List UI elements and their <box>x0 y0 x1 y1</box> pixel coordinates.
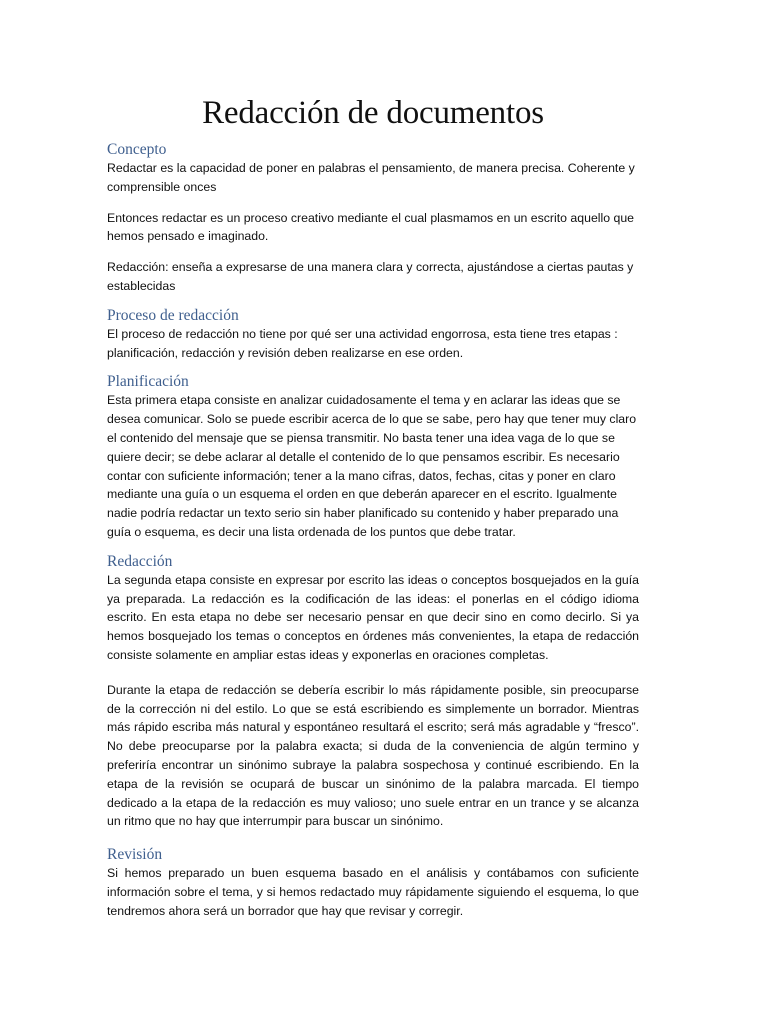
paragraph: Redactar es la capacidad de poner en palabras el pensamiento, de manera precisa. Coherente y comprensible onces <box>107 161 635 194</box>
paragraph: Durante la etapa de redacción se debería escribir lo más rápidamente posible, sin preocuparse de la corrección ni del estilo. Lo que se está escribiendo es simplemente un borrador. Mientras más rápido escriba más natural y espontáneo resultará el escrito; será más agradable y “fresco”. No debe preocuparse por la palabra exacta; si duda de la conveniencia de algún termino y preferiría encontrar un sinónimo subraye la palabra sospechosa y continué escribiendo. En la etapa de la revisión se ocupará de buscar un sinónimo de la palabra marcada. El tiempo dedicado a la etapa de la redacción es muy valioso; uno suele entrar en un trance y se alcanza un ritmo que no hay que interrumpir para buscar un sinónimo. <box>107 682 639 829</box>
section-revision <box>107 845 639 920</box>
section-heading-planificacion: Planificación <box>107 373 189 391</box>
section-heading-proceso: Proceso de redacción <box>107 306 239 324</box>
paragraph: El proceso de redacción no tiene por qué ser una actividad engorrosa, esta tiene tres etapas : planificación, redacción y revisión deben realizarse en ese orden. <box>107 326 618 360</box>
paragraph: Esta primera etapa consiste en analizar cuidadosamente el tema y en aclarar las ideas que se desea comunicar. Solo se puede escribir acerca de lo que se sabe, pero hay que tener muy claro el contenido del mensaje que se piensa transmitir. No basta tener una idea vaga de lo que se quiere decir; se debe aclarar al detalle el contenido de lo que pensamos escribir. Es necesario contar con suficiente información; tener a la mano cifras, datos, fechas, citas y poner en claro mediante una guía o un esquema el orden en que deberán aparecer en el escrito. Igualmente nadie podría redactar un texto serio sin haber planificado su contenido y haber preparado una guía o esquema, es decir una lista ordenada de los puntos que debe tratar. <box>107 393 637 539</box>
section-heading-concepto: Concepto <box>107 141 167 158</box>
paragraph: Entonces redactar es un proceso creativo mediante el cual plasmamos en un escrito aquello que hemos pensado e imaginado. <box>107 210 635 244</box>
document-page <box>107 92 639 921</box>
section-concepto <box>107 140 639 296</box>
paragraph: Redacción: enseña a expresarse de una manera clara y correcta, ajustándose a ciertas pautas y establecidas <box>107 260 634 293</box>
paragraph: Si hemos preparado un buen esquema basado en el análisis y contábamos con suficiente información sobre el tema, y si hemos redactado muy rápidamente siguiendo el esquema, lo que tendremos ahora será un borrador que hay que revisar y corregir. <box>107 866 639 918</box>
document-title: Redacción de documentos <box>202 95 544 131</box>
section-heading-redaccion: Redacción <box>107 552 173 570</box>
section-redaccion <box>107 552 639 831</box>
paragraph: La segunda etapa consiste en expresar por escrito las ideas o conceptos bosquejados en la guía ya preparada. La redacción es la codificación de las ideas: el ponerlas en el código idioma escrito. En esta etapa no debe ser necesario pensar en que decir sino en como decirlo. Si ya hemos bosquejado los temas o conceptos en órdenes más convenientes, la etapa de redacción consiste solamente en ampliar estas ideas y exponerlas en oraciones completas. <box>107 572 639 662</box>
section-proceso <box>107 306 639 363</box>
section-planificacion <box>107 372 639 541</box>
section-heading-revision: Revisión <box>107 846 163 864</box>
